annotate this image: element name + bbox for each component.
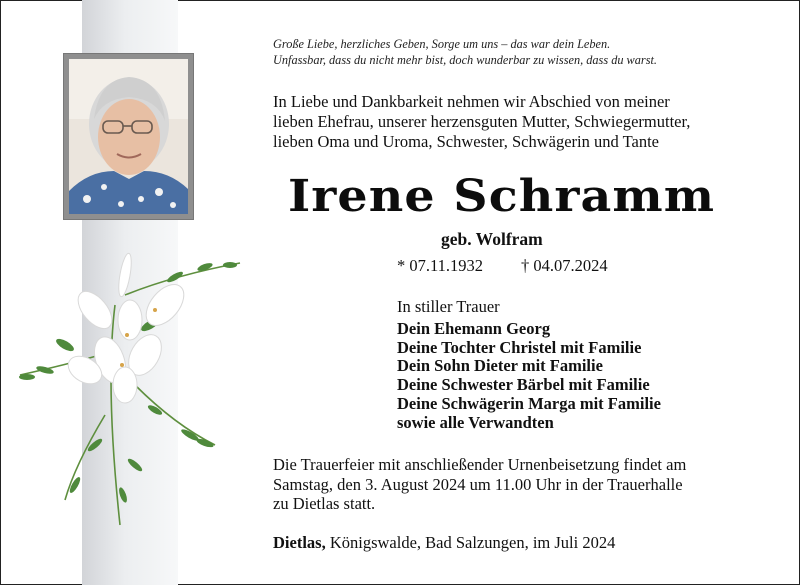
mourner-item: Deine Tochter Christel mit Familie (397, 337, 642, 357)
death-date: † 04.07.2024 (521, 256, 608, 275)
verse-line: Unfassbar, dass du nicht mehr bist, doch wunderbar zu wissen, dass du warst. (273, 53, 657, 67)
place-date-footer (273, 533, 615, 553)
mourner-item: Deine Schwester Bärbel mit Familie (397, 375, 650, 395)
service-line: Samstag, den 3. August 2024 um 11.00 Uhr in der Trauerhalle (273, 474, 683, 494)
portrait-photo (69, 59, 188, 214)
mourner-item: Dein Ehemann Georg (397, 319, 551, 338)
mourning-heading: In stiller Trauer (397, 297, 500, 316)
mourner-item: sowie alle Verwandten (397, 412, 554, 432)
verse-line: Große Liebe, herzliches Geben, Sorge um uns – das war dein Leben. (273, 37, 611, 51)
poem-verse (273, 36, 657, 68)
lily-bouquet-illustration (5, 235, 255, 535)
intro-line: lieben Oma und Uroma, Schwester, Schwägerin und Tante (273, 132, 659, 151)
footer-rest: Königswalde, Bad Salzungen, im Juli 2024 (325, 533, 616, 552)
deceased-name: Irene Schramm (288, 171, 716, 222)
service-line: zu Dietlas statt. (273, 494, 376, 513)
birth-date: * 07.11.1932 (397, 256, 484, 275)
footer-place: Dietlas, (273, 533, 326, 552)
mourner-list (397, 320, 661, 432)
funeral-service-info (273, 455, 686, 514)
intro-line: In Liebe und Dankbarkeit nehmen wir Abschied von meiner (273, 92, 670, 111)
portrait-frame (63, 53, 194, 220)
birth-name: geb. Wolfram (441, 229, 543, 249)
service-line: Die Trauerfeier mit anschließender Urnenbeisetzung findet am (273, 455, 687, 474)
intro-line: lieben Ehefrau, unserer herzensguten Mutter, Schwiegermutter, (273, 112, 691, 131)
intro-text (273, 92, 690, 152)
mourner-item: Deine Schwägerin Marga mit Familie (397, 393, 661, 413)
mourner-item: Dein Sohn Dieter mit Familie (397, 356, 603, 376)
life-dates (397, 256, 608, 276)
